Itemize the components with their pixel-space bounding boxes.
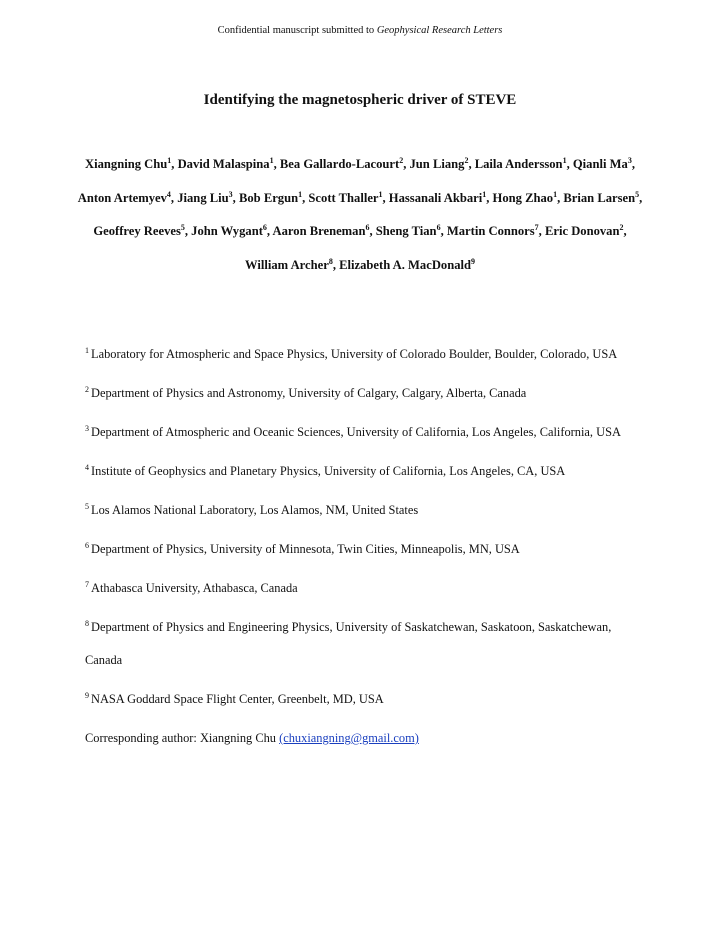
author [389,191,486,205]
affiliation-text: Los Alamos National Laboratory, Los Alamos, NM, United States [91,503,419,517]
author-affiliation-mark: 4 [166,189,171,199]
author-name: Bob Ergun [238,190,299,205]
affiliation-list [85,338,645,755]
author-affiliation-mark: 6 [436,223,441,232]
corresponding-author [85,722,645,755]
author-affiliation-mark: 6 [365,223,370,232]
author [545,224,624,238]
author-name: Xiangning Chu [85,157,168,171]
affiliation-number: 8 [85,619,89,628]
author [177,191,232,205]
affiliation-number: 6 [85,541,89,550]
affiliation-number: 3 [85,424,89,433]
affiliation-text: Athabasca University, Athabasca, Canada [91,581,298,595]
corresponding-label: Corresponding author: Xiangning Chu [85,731,280,745]
author-name: Laila Andersson [474,157,563,171]
affiliation-item [85,455,645,488]
affiliation-item [85,338,645,371]
author-affiliation-mark: 1 [553,189,558,199]
author-affiliation-mark: 1 [298,189,303,199]
author-name: Jun Liang [409,157,465,171]
author-name: Hong Zhao [492,190,554,205]
author-name: Brian Larsen [563,190,636,205]
affiliation-item [85,494,645,527]
author-name: Qianli Ma [572,157,628,171]
author-affiliation-mark: 6 [262,223,267,232]
author-name: Sheng Tian [375,224,437,238]
author-affiliation-mark: 1 [562,156,567,165]
author [573,157,632,171]
author [409,157,468,171]
affiliation-text: Department of Physics and Astronomy, University of Calgary, Calgary, Alberta, Canada [91,386,527,400]
affiliation-item [85,572,645,605]
author-name: Geoffrey Reeves [93,224,181,238]
affiliation-text: Institute of Geophysics and Planetary Physics, University of California, Los Angeles, CA, USA [91,464,566,478]
author-name: William Archer [244,257,329,272]
author-name: David Malaspina [177,157,270,171]
affiliation-number: 9 [85,691,89,700]
author [280,157,403,171]
affiliation-item [85,416,645,449]
affiliation-number: 1 [85,346,89,355]
author [376,224,441,238]
author [447,224,539,238]
author-affiliation-mark: 1 [269,156,274,165]
author-affiliation-mark: 1 [482,189,487,199]
author [239,191,302,205]
paper-title: Identifying the magnetospheric driver of STEVE [203,92,517,108]
author [85,157,171,171]
author-name: Anton Artemyev [77,190,167,205]
affiliation-text: Department of Atmospheric and Oceanic Sciences, University of California, Los Angeles, California, USA [91,425,621,439]
affiliation-text: Laboratory for Atmospheric and Space Physics, University of Colorado Boulder, Boulder, Colorado, USA [91,347,618,361]
author-affiliation-mark: 2 [399,156,404,165]
author-name: Eric Donovan [544,224,620,238]
author [78,191,171,205]
affiliation-item [85,683,645,716]
affiliation-text: Department of Physics and Engineering Physics, University of Saskatchewan, Saskatoon, Saskatchewan, Canada [85,620,612,667]
author-affiliation-mark: 5 [635,189,640,199]
affiliation-number: 2 [85,385,89,394]
author-name: Scott Thaller [308,190,379,205]
affiliation-item [85,533,645,566]
affiliation-number: 5 [85,502,89,511]
author-affiliation-mark: 3 [228,189,233,199]
affiliation-text: NASA Goddard Space Flight Center, Greenbelt, MD, USA [91,692,384,706]
affiliation-text: Department of Physics, University of Minnesota, Twin Cities, Minneapolis, MN, USA [91,542,520,556]
author [563,191,639,205]
author [245,258,333,272]
author [475,157,567,171]
author [93,224,185,238]
author-name: Aaron Breneman [272,224,366,238]
author [273,224,370,238]
author-affiliation-mark: 7 [534,223,539,232]
author-affiliation-mark: 9 [471,256,476,266]
affiliation-item [85,611,645,677]
author [191,224,267,238]
author-name: Hassanali Akbari [388,190,483,205]
author [339,258,475,272]
author-affiliation-mark: 1 [378,189,383,199]
affiliation-item [85,377,645,410]
affiliation-number: 7 [85,580,89,589]
corresponding-email-link[interactable]: (chuxiangning@gmail.com) [279,731,419,745]
author [493,191,558,205]
author [178,157,274,171]
running-header [0,25,720,36]
author-name: Bea Gallardo-Lacourt [279,157,400,171]
affiliation-number: 4 [85,463,89,472]
author-list: Xiangning Chu$^1$, David Malaspina$^1$, Bea Gallardo-Lacourt$^2$, Jun Liang$^2$, Laila Andersson$^1$, Qianli Ma$^3$, Anton Artemyev$^4$, Jiang Liu$^3$, Bob Ergun$^1$, Scott Thaller$^1$, Hassanali Akbari$^1$, Hong Zhao$^1$, Brian Larsen$^5$, Geoffrey Reeves$^5$, John Wygant$^6$, Aaron Breneman$^6$, Sheng Tian$^6$, Martin Connors$^7$, Eric Donovan$^2$, William Archer$^8$, Elizabeth A. MacDonald$^9$ [77,156,643,272]
header-prefix: Confidential manuscript submitted to [217,25,377,36]
author-affiliation-mark: 5 [180,223,185,232]
author-name: John Wygant [191,224,263,238]
author-name: Elizabeth A. MacDonald [339,257,472,272]
author-name: Jiang Liu [177,190,229,205]
author-affiliation-mark: 2 [464,156,469,165]
author-affiliation-mark: 8 [328,256,333,266]
author-affiliation-mark: 1 [167,156,172,165]
author-affiliation-mark: 3 [627,156,632,165]
author-name: Martin Connors [446,224,535,238]
author-affiliation-mark: 2 [619,223,624,232]
author [308,191,382,205]
journal-name: Geophysical Research Letters [376,25,503,36]
